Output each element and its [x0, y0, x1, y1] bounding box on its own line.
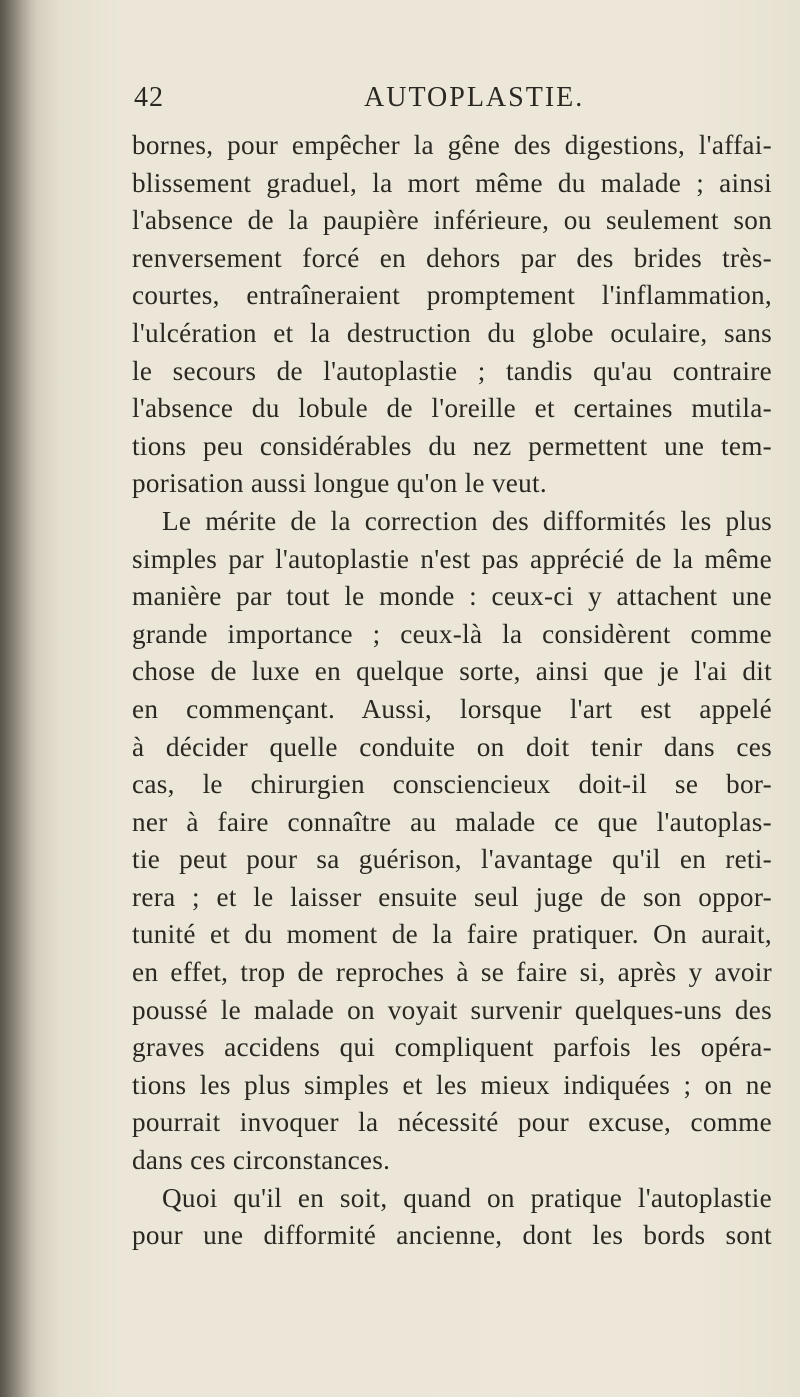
text-line: tions peu considérables du nez permettent une tem- [132, 430, 772, 461]
text-line: pourrait invoquer la nécessité pour excuse, comme [132, 1107, 772, 1138]
text-line: rera ; et le laisser ensuite seul juge de son oppor- [132, 881, 772, 912]
body-text [132, 127, 772, 1255]
text-line: simples par l'autoplastie n'est pas apprécié de la même [132, 543, 772, 574]
text-line: chose de luxe en quelque sorte, ainsi que je l'ai dit [132, 656, 772, 687]
text-line: grande importance ; ceux-là la considèrent comme [132, 618, 772, 649]
text-line: dans ces circonstances. [132, 1145, 391, 1176]
text-line: cas, le chirurgien consciencieux doit-il se bor- [132, 769, 772, 800]
page-number: 42 [134, 82, 164, 113]
text-line: tunité et du moment de la faire pratiquer. On aurait, [132, 919, 772, 950]
text-line: blissement graduel, la mort même du malade ; ainsi [132, 167, 772, 198]
page-header [134, 82, 774, 122]
text-line: l'absence de la paupière inférieure, ou seulement son [132, 205, 772, 236]
text-line: ner à faire connaître au malade ce que l'autoplas- [132, 806, 772, 837]
text-line: l'absence du lobule de l'oreille et certaines mutila- [132, 393, 772, 424]
text-line: porisation aussi longue qu'on le veut. [132, 468, 547, 499]
text-line: poussé le malade on voyait survenir quelques-uns des [132, 994, 772, 1025]
text-line: pour une difformité ancienne, dont les bords sont [132, 1220, 772, 1251]
text-line: renversement forcé en dehors par des brides très- [132, 242, 772, 273]
text-line: Le mérite de la correction des difformités les plus [162, 505, 772, 536]
text-line: Quoi qu'il en soit, quand on pratique l'autoplastie [162, 1182, 772, 1213]
page-gutter-shadow [0, 0, 38, 1397]
text-line: tie peut pour sa guérison, l'avantage qu'il en reti- [132, 844, 772, 875]
text-line: en effet, trop de reproches à se faire si, après y avoir [132, 957, 772, 988]
text-line: bornes, pour empêcher la gêne des digestions, l'affai- [132, 130, 772, 160]
text-line: manière par tout le monde : ceux-ci y attachent une [132, 581, 772, 612]
text-line: à décider quelle conduite on doit tenir dans ces [132, 731, 772, 762]
text-line: courtes, entraîneraient promptement l'inflammation, [132, 280, 772, 311]
running-title: AUTOPLASTIE. [364, 82, 585, 113]
text-line: le secours de l'autoplastie ; tandis qu'au contraire [132, 355, 772, 386]
text-line: graves accidens qui compliquent parfois les opéra- [132, 1032, 772, 1063]
text-line: l'ulcération et la destruction du globe oculaire, sans [132, 317, 772, 348]
text-line: en commençant. Aussi, lorsque l'art est appelé [132, 693, 772, 724]
text-line: tions les plus simples et les mieux indiquées ; on ne [132, 1069, 772, 1100]
